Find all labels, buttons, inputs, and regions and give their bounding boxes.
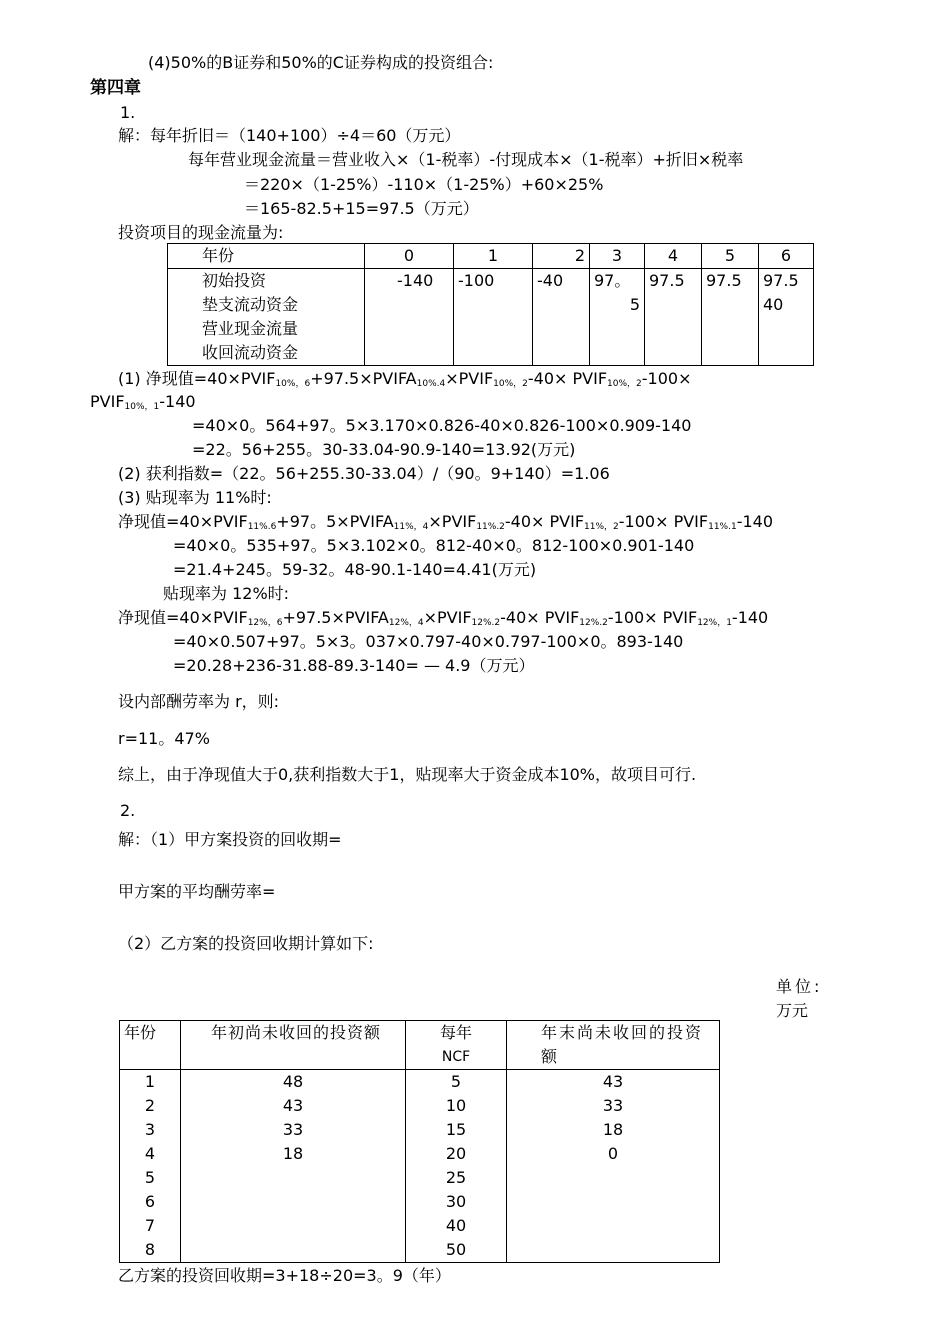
pb-year: 8 [144,1240,156,1259]
npv10-calc-line-1: =40×0。564+97。5×3.170×0.826-40×0.826-100×0.909-140 [192,416,692,435]
cf-cell: 97。 [594,271,631,290]
conclusion-line: 综上，由于净现值大于0,获利指数大于1，贴现率大于资金成本10%，故项目可行. [118,765,697,784]
pb-end: 18 [602,1120,624,1139]
cf-row-label: 收回流动资金 [202,343,299,362]
cf-year: 1 [454,244,533,269]
cf-cell: -100 [458,271,495,290]
pb-ncf: 5 [450,1072,462,1091]
npv12-calc-line-2: =20.28+236-31.88-89.3-140= — 4.9（万元） [173,656,535,675]
payback-table [119,1020,720,1263]
cf-cell: 97.5 [649,271,685,290]
pb-year: 4 [144,1144,156,1163]
cf-cell: 40 [763,295,784,314]
cashflow-title: 投资项目的现金流量为: [118,223,284,242]
pb-ncf: 30 [445,1192,467,1211]
pb-year: 2 [144,1096,156,1115]
npv12-formula-line: 净现值$=40\times PVIF_{12\%,6}+97.5\times PVIFA_{12\%,4}\times PVIF_{12\%.2}-40\times$ $PVIF_{12\%.2}-100\times$ $PVIF_{12\%,1}-140$ [118,608,769,628]
pb-header-end: 年末尚未收回的投资额 [507,1021,720,1070]
irr-setup-line: 设内部酬劳率为 r，则: [118,692,280,711]
cf-row-label: 营业现金流量 [202,319,299,338]
pb-year: 5 [144,1168,156,1187]
irr-result-line: r=11。47% [118,729,210,748]
npv12-calc-line-1: =40×0.507+97。5×3。037×0.797-40×0.797-100×0。893-140 [173,632,684,651]
cf-row-label: 初始投资 [202,271,267,290]
pb-end: 43 [602,1072,624,1091]
ocf-calc-line-2: ＝165-82.5+15=97.5（万元） [244,199,479,218]
pb-year: 3 [144,1120,156,1139]
cf-cell: 97.5 [706,271,742,290]
profitability-index-line: (2) 获利指数=（22。56+255.30-33.04）/（90。9+140）=1.06 [118,464,610,483]
cf-cell: -40 [537,271,564,290]
chapter-heading: 第四章 [90,78,141,98]
pb-header-begin: 年初尚未收回的投资额 [181,1021,406,1070]
npv11-calc-line-1: =40×0。535+97。5×3.102×0。812-40×0。812-100×0.901-140 [173,536,695,555]
cf-row-label: 垫支流动资金 [202,295,299,314]
npv11-calc-line-2: =21.4+245。59-32。48-90.1-140=4.41(万元) [173,560,537,579]
cf-year: 0 [365,244,454,269]
npv11-formula-line: 净现值$=40\times PVIF_{11\%.6}+97$。$5\times PVIFA_{11\%,4}\times PVIF_{11\%.2}-40\times$ $PVIF_{11\%,2}-100\times$ $PVIF_{11\%.1}-140$ [118,512,774,532]
pb-begin: 33 [282,1120,304,1139]
pb-begin: 18 [282,1144,304,1163]
pb-ncf: 20 [445,1144,467,1163]
cf-header-year: 年份 [168,244,365,269]
depreciation-line: 解：每年折旧＝（140+100）÷4＝60（万元） [118,126,461,145]
cf-year: 2 [533,244,590,269]
pb-ncf: 10 [445,1096,467,1115]
cf-year: 3 [590,244,645,269]
unit-value: 万元 [776,1001,809,1020]
cf-cell: -140 [397,271,434,290]
cf-cell: 97.5 [763,271,799,290]
npv10-calc-line-2: =22。56+255。30-33.04-90.9-140=13.92(万元) [192,440,576,459]
pb-begin: 43 [282,1096,304,1115]
npv10-formula-line-2: $PVIF_{10\%,1}-140$ [90,392,196,412]
pb-ncf: 25 [445,1168,467,1187]
question-1-number: 1. [120,103,136,122]
pb-year: 6 [144,1192,156,1211]
pb-begin: 48 [282,1072,304,1091]
cashflow-table [167,243,814,366]
solution-2-line: 解：（1）甲方案投资的回收期= [118,830,342,849]
ocf-calc-line-1: ＝220×（1-25%）-110×（1-25%）+60×25% [244,175,604,194]
pb-ncf: 15 [445,1120,467,1139]
rate-12-heading: 贴现率为 12%时: [163,584,290,603]
cf-cell: 5 [629,295,640,314]
pb-header-ncf: 每年 NCF [406,1021,507,1070]
pb-end: 0 [607,1144,619,1163]
pb-end: 33 [602,1096,624,1115]
cf-year: 5 [702,244,759,269]
unit-label: 单位: [776,977,823,996]
plan-yi-result: 乙方案的投资回收期=3+18÷20=3。9（年） [118,1266,451,1285]
cf-year: 4 [645,244,702,269]
average-return-line: 甲方案的平均酬劳率= [118,882,276,901]
rate-11-heading: (3) 贴现率为 11%时: [118,488,272,507]
ocf-formula-line: 每年营业现金流量＝营业收入×（1-税率）-付现成本×（1-税率）+折旧×税率 [188,150,744,169]
pb-year: 1 [144,1072,156,1091]
npv10-formula-line-1: (1) 净现值$=40\times PVIF_{10\%,6}+97.5\times PVIFA_{10\%.4}\times PVIF_{10\%,2}-40\times$ $PVIF_{10\%,2}-100\times$ [118,369,692,389]
pb-ncf: 40 [445,1216,467,1235]
pb-year: 7 [144,1216,156,1235]
plan-yi-heading: （2）乙方案的投资回收期计算如下: [118,934,374,953]
cf-year: 6 [759,244,814,269]
pb-ncf: 50 [445,1240,467,1259]
question-2-number: 2. [120,801,136,820]
pb-header-year: 年份 [120,1021,181,1070]
intro-line: (4)50%的B证券和50%的C证券构成的投资组合: [148,53,494,72]
